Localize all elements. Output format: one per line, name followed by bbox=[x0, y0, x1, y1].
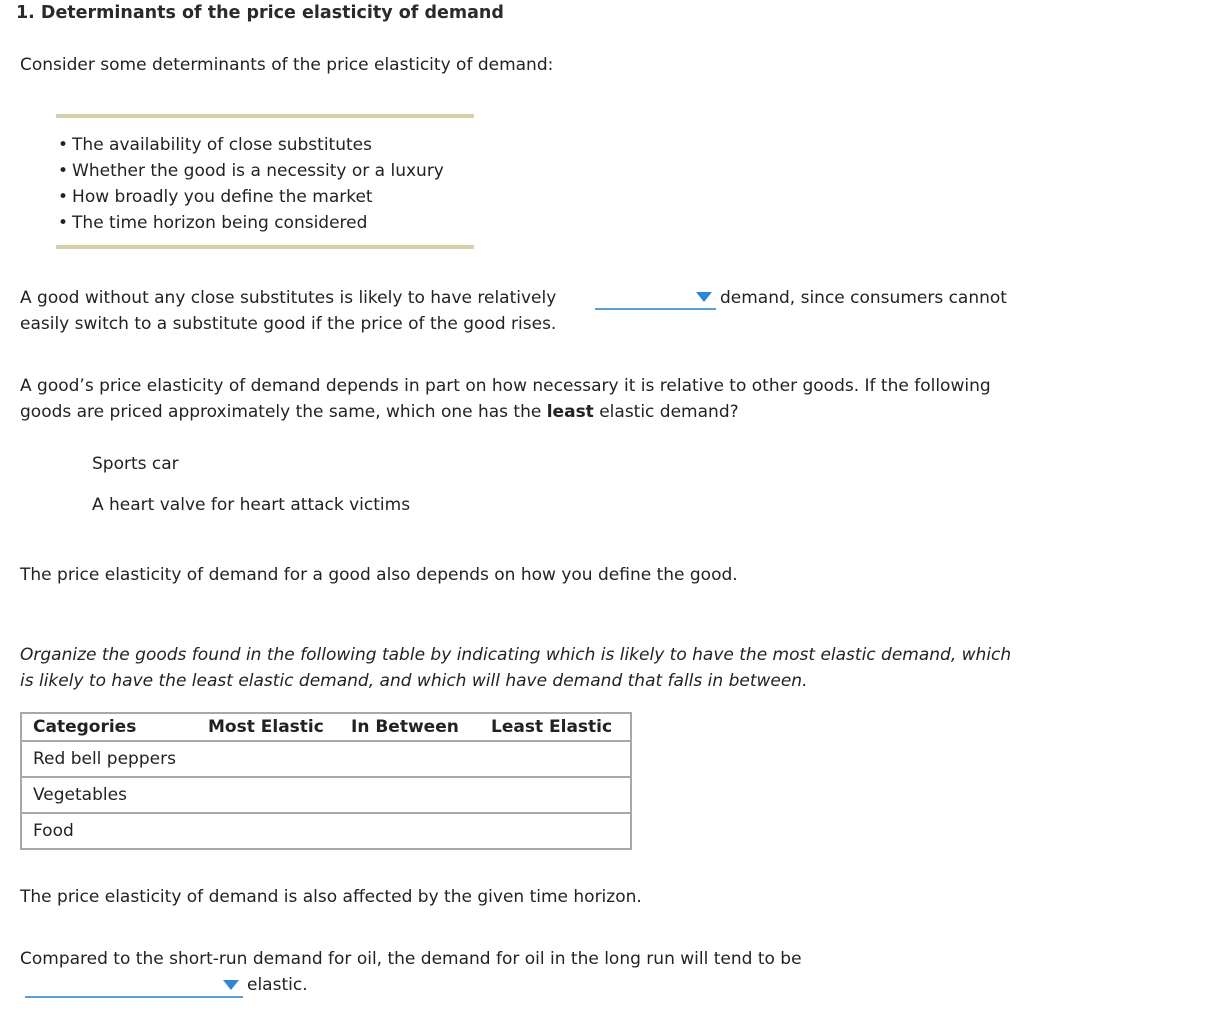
bullet-icon: • bbox=[58, 135, 69, 155]
draggable-item-food[interactable]: Food bbox=[21, 813, 631, 849]
table-row bbox=[21, 813, 631, 849]
bullet-icon: • bbox=[58, 213, 69, 233]
q2-option-sports-car[interactable]: Sports car bbox=[92, 454, 179, 474]
q3-dropdown[interactable] bbox=[25, 978, 243, 998]
header-least-elastic: Least Elastic bbox=[491, 717, 613, 737]
time-note: The price elasticity of demand is also affected by the given time horizon. bbox=[20, 887, 642, 907]
header-most-elastic: Most Elastic bbox=[208, 717, 324, 737]
q2-option-heart-valve[interactable]: A heart valve for heart attack victims bbox=[92, 495, 411, 515]
sort-table bbox=[20, 712, 632, 850]
list-item: • The availability of close substitutes bbox=[58, 135, 372, 155]
table-header-row bbox=[21, 713, 631, 741]
draggable-item-red-bell-peppers[interactable]: Red bell peppers bbox=[21, 741, 631, 777]
q1-dropdown[interactable] bbox=[595, 290, 716, 310]
table-row bbox=[21, 741, 631, 777]
instructions-line2: is likely to have the least elastic demand, and which will have demand that falls in between. bbox=[20, 671, 808, 691]
determinants-box bbox=[56, 114, 474, 249]
chevron-down-icon bbox=[696, 292, 712, 302]
list-item: • How broadly you define the market bbox=[58, 187, 373, 207]
q2-text-line2: goods are priced approximately the same, which one has the least elastic demand? bbox=[20, 402, 739, 422]
table-row bbox=[21, 777, 631, 813]
q2-text-line1: A good’s price elasticity of demand depends in part on how necessary it is relative to other goods. If the following bbox=[20, 376, 991, 396]
q3-text-after: elastic. bbox=[247, 975, 308, 995]
q1-text-line2: easily switch to a substitute good if the price of the good rises. bbox=[20, 314, 557, 334]
list-item: • The time horizon being considered bbox=[58, 213, 368, 233]
page-title: 1. Determinants of the price elasticity of demand bbox=[16, 3, 504, 23]
determinants-list bbox=[58, 132, 444, 236]
draggable-item-vegetables[interactable]: Vegetables bbox=[21, 777, 631, 813]
list-item: • Whether the good is a necessity or a luxury bbox=[58, 161, 444, 181]
instructions-line1: Organize the goods found in the following table by indicating which is likely to have the most elastic demand, which bbox=[20, 645, 1012, 665]
q1-text-line1: A good without any close substitutes is likely to have relatively bbox=[20, 288, 557, 308]
q1-text-after: demand, since consumers cannot bbox=[720, 288, 1007, 308]
bullet-icon: • bbox=[58, 187, 69, 207]
intro-text: Consider some determinants of the price elasticity of demand: bbox=[20, 55, 554, 75]
header-categories: Categories bbox=[33, 717, 137, 737]
bullet-icon: • bbox=[58, 161, 69, 181]
q3-text-line1: Compared to the short-run demand for oil, the demand for oil in the long run will tend to be bbox=[20, 949, 802, 969]
define-note: The price elasticity of demand for a good also depends on how you define the good. bbox=[20, 565, 738, 585]
header-in-between: In Between bbox=[351, 717, 459, 737]
chevron-down-icon bbox=[223, 980, 239, 990]
emphasis-least: least bbox=[546, 402, 594, 422]
